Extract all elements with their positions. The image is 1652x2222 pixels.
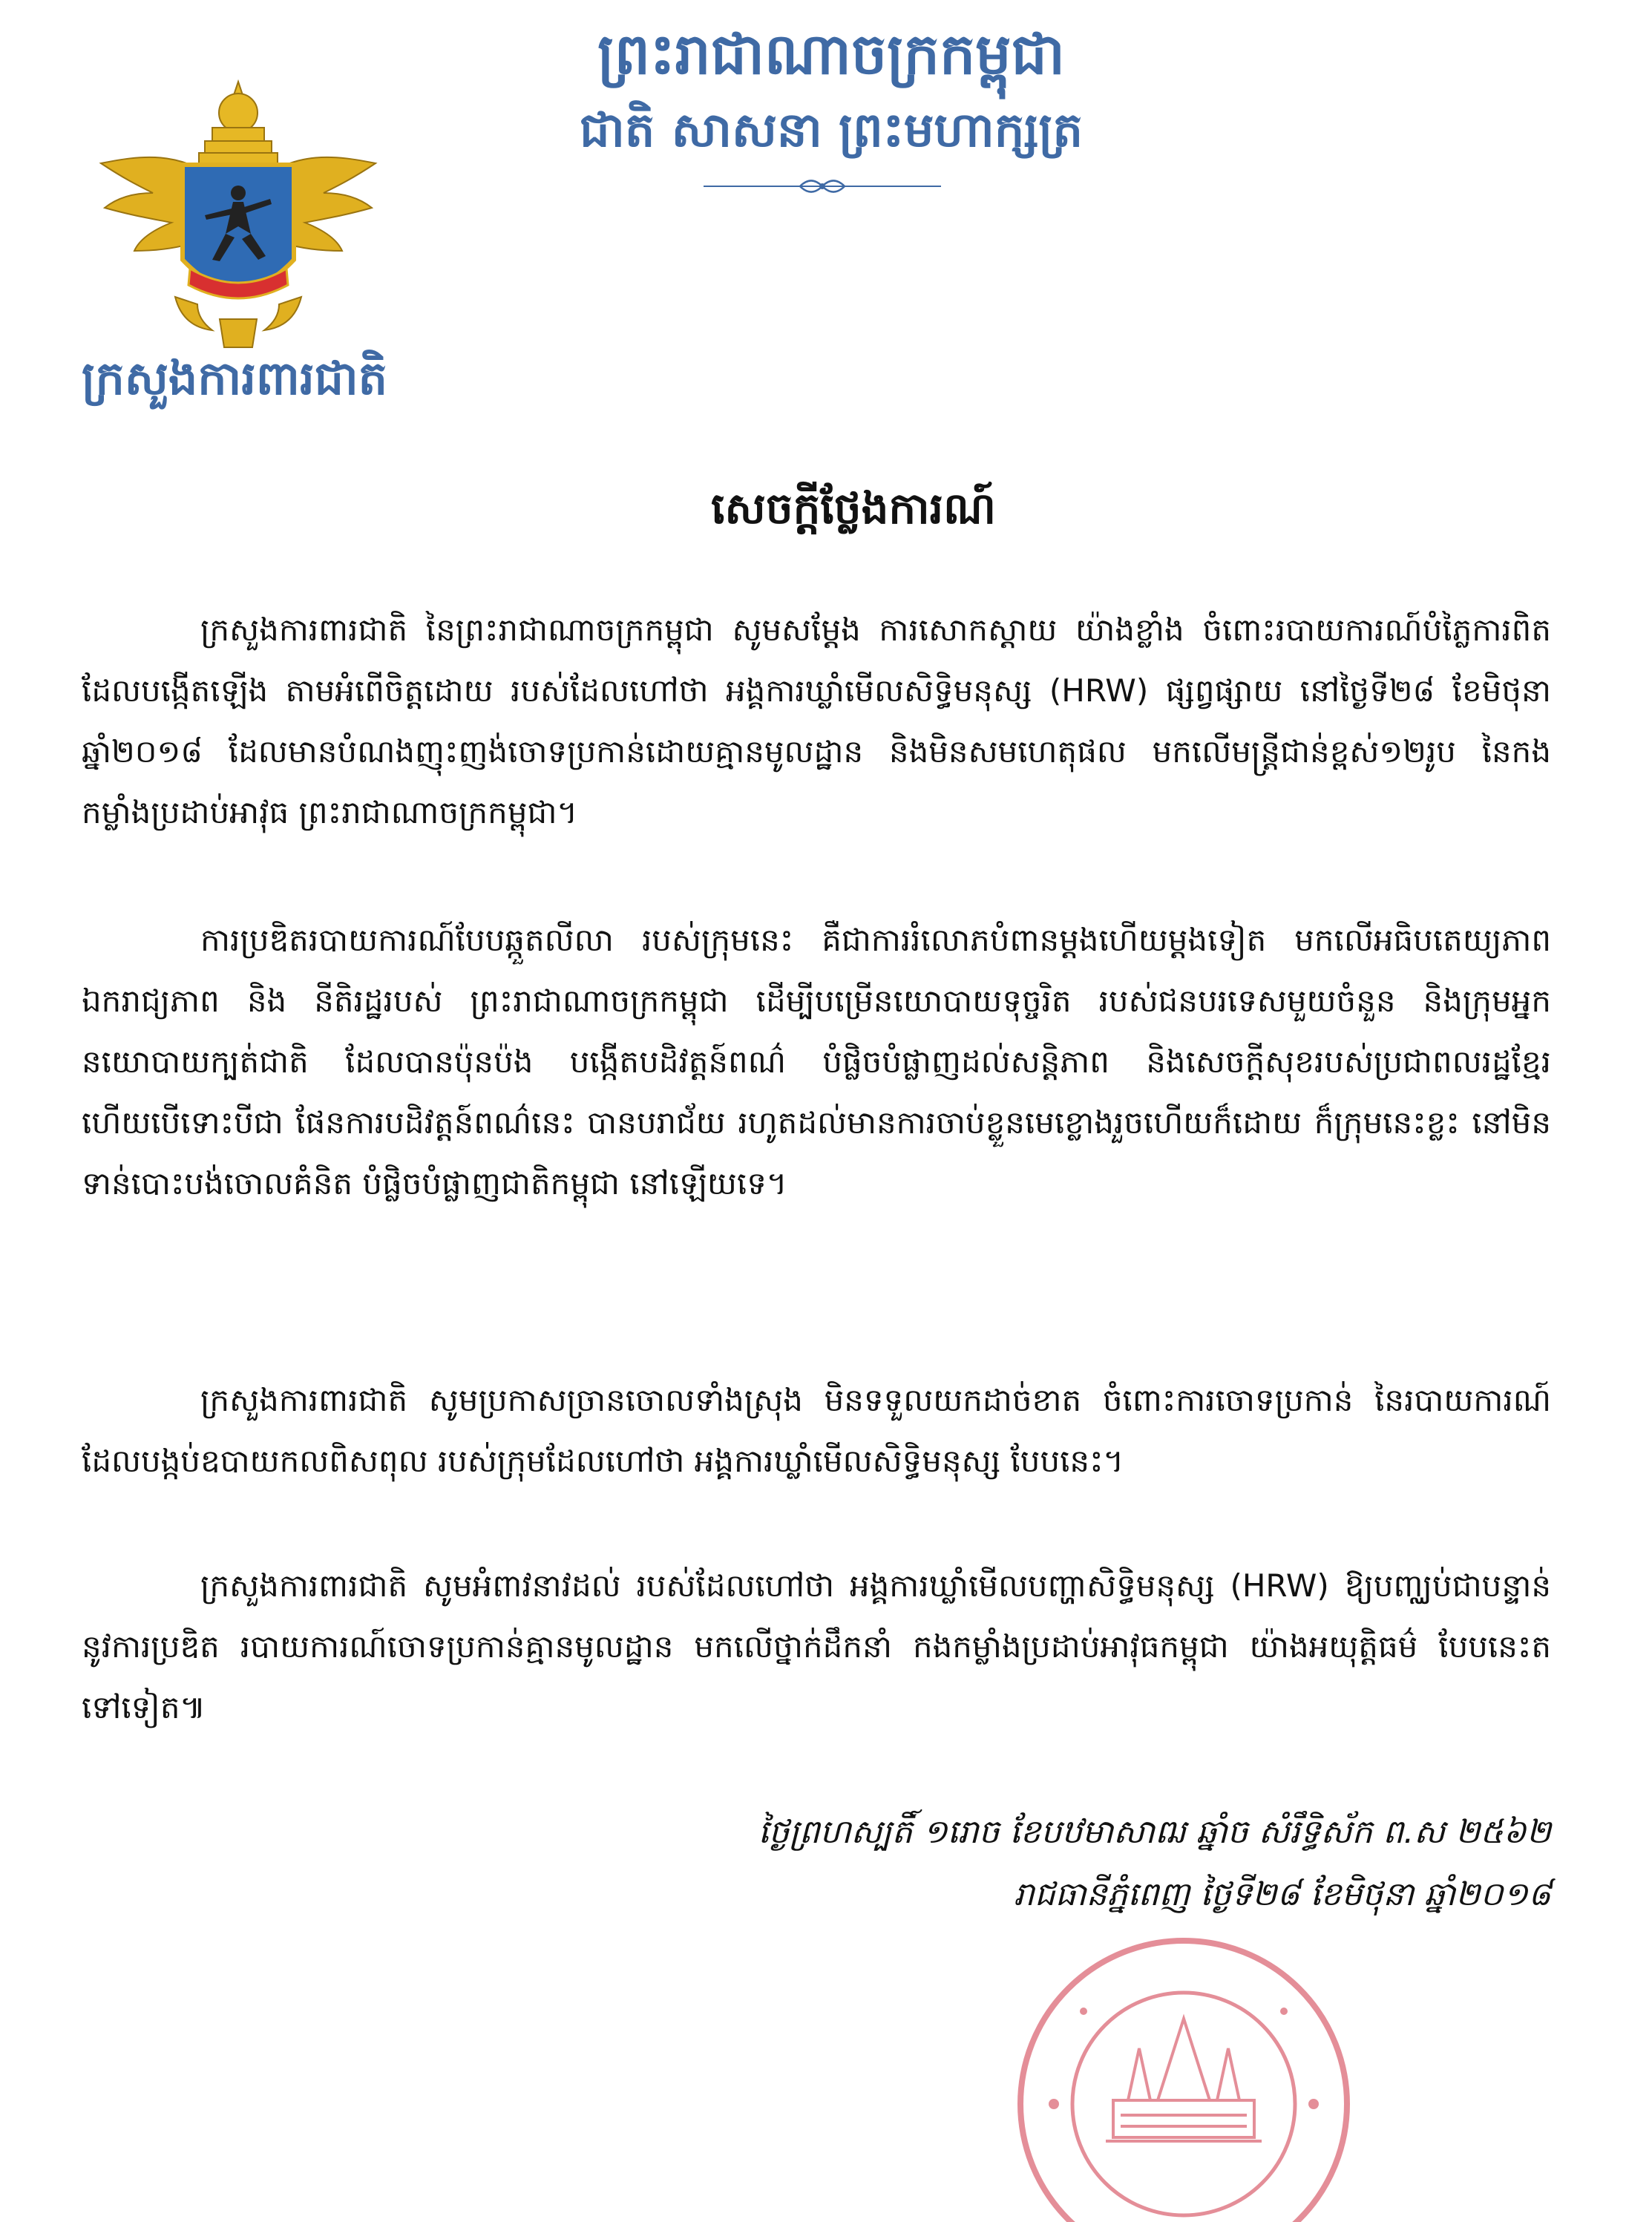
paragraph-1: ក្រសួងការពារជាតិ នៃព្រះរាជាណាចក្រកម្ពុជា សូមសម្តែង ការសោកស្តាយ យ៉ាងខ្លាំង ចំពោះរបាយការណ៍បំភ្លៃការពិតដែលបង្កើតឡើង តាមអំពើចិត្តដោយ របស់ដែលហៅថា អង្គការឃ្លាំមើលសិទ្ធិមនុស្ស (HRW) ផ្សព្វផ្សាយ នៅថ្ងៃទី២៨ ខែមិថុនា ឆ្នាំ២០១៨ ដែលមានបំណងញុះញង់ចោទប្រកាន់ដោយគ្មានមូលដ្ឋាន និងមិនសមហេតុផល មកលើមន្ត្រីជាន់ខ្ពស់១២រូប នៃកងកម្លាំងប្រដាប់អាវុធ ព្រះរាជាណាចក្រកម្ពុជា។ [82, 612, 1551, 830]
kingdom-title: ព្រះរាជាណាចក្រកម្ពុជា [597, 21, 1065, 87]
gregorian-date: រាជធានីភ្នំពេញ ថ្ងៃទី២៨ ខែមិថុនា ឆ្នាំ២០១៨ [1013, 1875, 1551, 1913]
paragraph-3: ក្រសួងការពារជាតិ សូមប្រកាសច្រានចោលទាំងស្រុង មិនទទួលយកដាច់ខាត ចំពោះការចោទប្រកាន់ នៃរបាយការណ៍ដែលបង្កប់ឧបាយកលពិសពុល របស់ក្រុមដែលហៅថា អង្គការឃ្លាំមើលសិទ្ធិមនុស្ស បែបនេះ។ [82, 1382, 1551, 1479]
lunar-date: ថ្ងៃព្រហស្បតិ៍ ១រោច ខែបឋមាសាឍ ឆ្នាំច សំរឹទ្ធិស័ក ព.ស ២៥៦២ [758, 1813, 1551, 1851]
paragraph-4: ក្រសួងការពារជាតិ សូមអំពាវនាវដល់ របស់ដែលហៅថា អង្គការឃ្លាំមើលបញ្ហាសិទ្ធិមនុស្ស (HRW) ឱ្យបញ្ឈប់ជាបន្ទាន់ នូវការប្រឌិត របាយការណ៍ចោទប្រកាន់គ្មានមូលដ្ឋាន មកលើថ្នាក់ដឹកនាំ កងកម្លាំងប្រដាប់អាវុធកម្ពុជា យ៉ាងអយុត្តិធម៌ បែបនេះតទៅទៀត៕ [82, 1567, 1551, 1726]
ministry-emblem-icon [94, 74, 383, 356]
official-stamp-icon [1009, 1930, 1358, 2222]
divider-ornament-icon [704, 175, 941, 197]
ministry-name: ក្រសួងការពារជាតិ [82, 351, 388, 405]
paragraph-2: ការប្រឌិតរបាយការណ៍បែបឆ្កួតលីលា របស់ក្រុមនេះ គឺជាការរំលោភបំពានម្តងហើយម្តងទៀត មកលើអធិបតេយ្យភាព ឯករាជ្យភាព និង នីតិរដ្ឋរបស់ ព្រះរាជាណាចក្រកម្ពុជា ដើម្បីបម្រើនយោបាយទុច្ចរិត របស់ជនបរទេសមួយចំនួន និងក្រុមអ្នកនយោបាយក្បត់ជាតិ ដែលបានប៉ុនប៉ង បង្កើតបដិវត្តន៍ពណ៌ បំផ្លិចបំផ្លាញដល់សន្តិភាព និងសេចក្តីសុខរបស់ប្រជាពលរដ្ឋខ្មែរ ហើយបើទោះបីជា ផែនការបដិវត្តន៍ពណ៌នេះ បានបរាជ័យ រហូតដល់មានការចាប់ខ្លួនមេខ្លោងរួចហើយក៏ដោយ ក៏ក្រុមនេះខ្លះ នៅមិនទាន់បោះបង់ចោលគំនិត បំផ្លិចបំផ្លាញជាតិកម្ពុជា នៅឡើយទេ។ [82, 922, 1551, 1202]
kingdom-motto: ជាតិ សាសនា ព្រះមហាក្សត្រ [579, 103, 1084, 158]
document-title: សេចក្តីថ្លែងការណ៍ [711, 483, 996, 534]
